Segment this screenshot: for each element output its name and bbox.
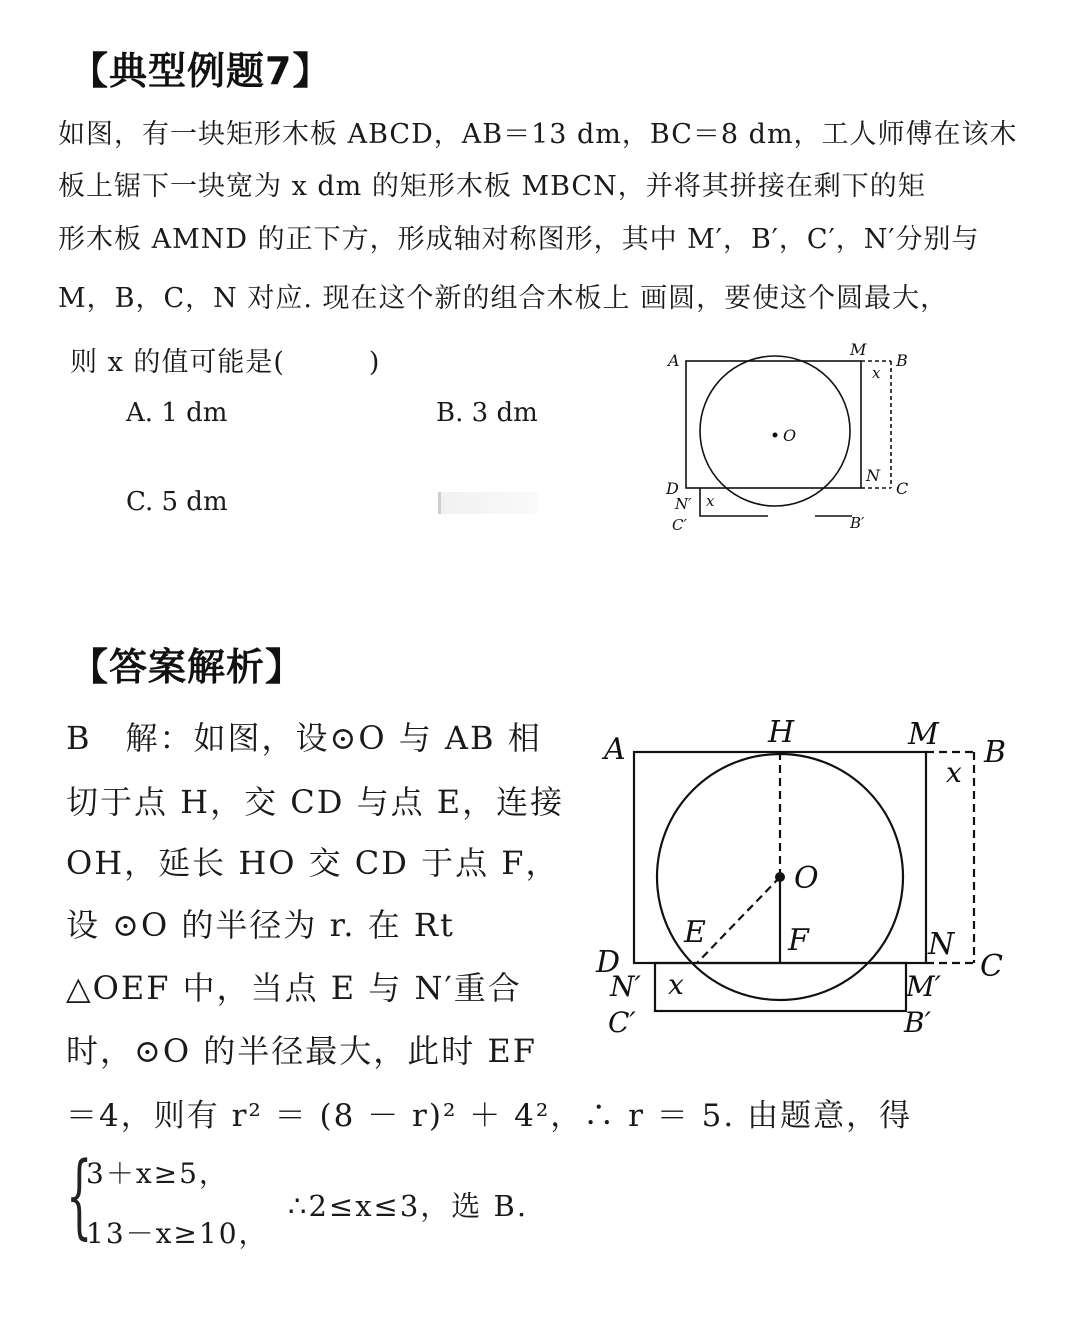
answer-line-6: 时，⊙O 的半径最大，此时 EF <box>66 1032 537 1070</box>
label-b: B <box>896 351 908 370</box>
label-b: B <box>984 735 1007 770</box>
answer-conclusion: ∴2≤x≤3，选 B. <box>288 1189 529 1223</box>
label-n-prime: N′ <box>675 495 692 513</box>
problem-line-5: 则 x 的值可能是( ) <box>70 347 381 378</box>
label-m-prime: M′ <box>906 970 942 1003</box>
problem-line-3: 形木板 AMND 的正下方，形成轴对称图形，其中 M′，B′，C′，N′分别与 <box>58 224 980 255</box>
system-line-2: 13－x≥10， <box>86 1217 269 1250</box>
label-n: N <box>928 927 955 962</box>
problem-line-4: M，B，C，N 对应. 现在这个新的组合木板上 画圆，要使这个圆最大， <box>58 283 949 314</box>
option-c: C. 5 dm <box>126 487 228 517</box>
system-brace: { <box>66 1142 93 1249</box>
label-b-prime: B′ <box>904 1006 931 1039</box>
label-c: C <box>980 949 1003 984</box>
answer-line-1: B 解：如图，设⊙O 与 AB 相 <box>66 719 542 757</box>
label-f: F <box>788 923 809 958</box>
answer-line-3: OH，延长 HO 交 CD 于点 F， <box>66 844 560 882</box>
label-c-prime: C′ <box>672 516 687 534</box>
option-a: A. 1 dm <box>126 398 228 428</box>
label-d: D <box>596 945 621 980</box>
label-x-bottom: x <box>706 492 715 510</box>
label-x-bottom: x <box>668 968 684 1001</box>
label-x-top: x <box>946 756 962 789</box>
label-m: M <box>850 340 867 359</box>
label-a: A <box>604 732 626 767</box>
answer-line-2: 切于点 H，交 CD 与点 E，连接 <box>66 783 565 821</box>
option-b: B. 3 dm <box>436 398 538 428</box>
label-a: A <box>668 351 680 370</box>
problem-heading: 【典型例题7】 <box>70 49 332 93</box>
label-o: O <box>794 861 819 896</box>
system-line-1: 3＋x≥5， <box>86 1157 229 1190</box>
label-m: M <box>908 717 939 752</box>
answer-heading: 【答案解析】 <box>70 645 305 689</box>
label-x-top: x <box>872 364 881 382</box>
problem-line-1: 如图，有一块矩形木板 ABCD，AB＝13 dm，BC＝8 dm，工人师傅在该木 <box>58 119 1018 150</box>
segment-oe <box>697 877 780 963</box>
label-c-prime: C′ <box>608 1006 636 1039</box>
rect-moved <box>655 963 906 1011</box>
label-e: E <box>684 915 706 950</box>
answer-equation: ＝4，则有 r² ＝ (8 － r)² ＋ 4²，∴ r ＝ 5. 由题意，得 <box>66 1098 913 1134</box>
label-n-prime: N′ <box>610 970 641 1003</box>
answer-line-4: 设 ⊙O 的半径为 r. 在 Rt <box>66 906 455 944</box>
label-h: H <box>768 715 795 750</box>
center-o-dot <box>775 872 785 882</box>
label-d: D <box>666 479 679 498</box>
label-b-prime: B′ <box>850 514 865 532</box>
label-c: C <box>896 479 909 498</box>
label-o: O <box>783 426 797 445</box>
label-n: N <box>866 466 880 485</box>
problem-line-2: 板上锯下一块宽为 x dm 的矩形木板 MBCN，并将其拼接在剩下的矩 <box>58 171 926 202</box>
answer-line-5: △OEF 中，当点 E 与 N′重合 <box>66 969 522 1007</box>
